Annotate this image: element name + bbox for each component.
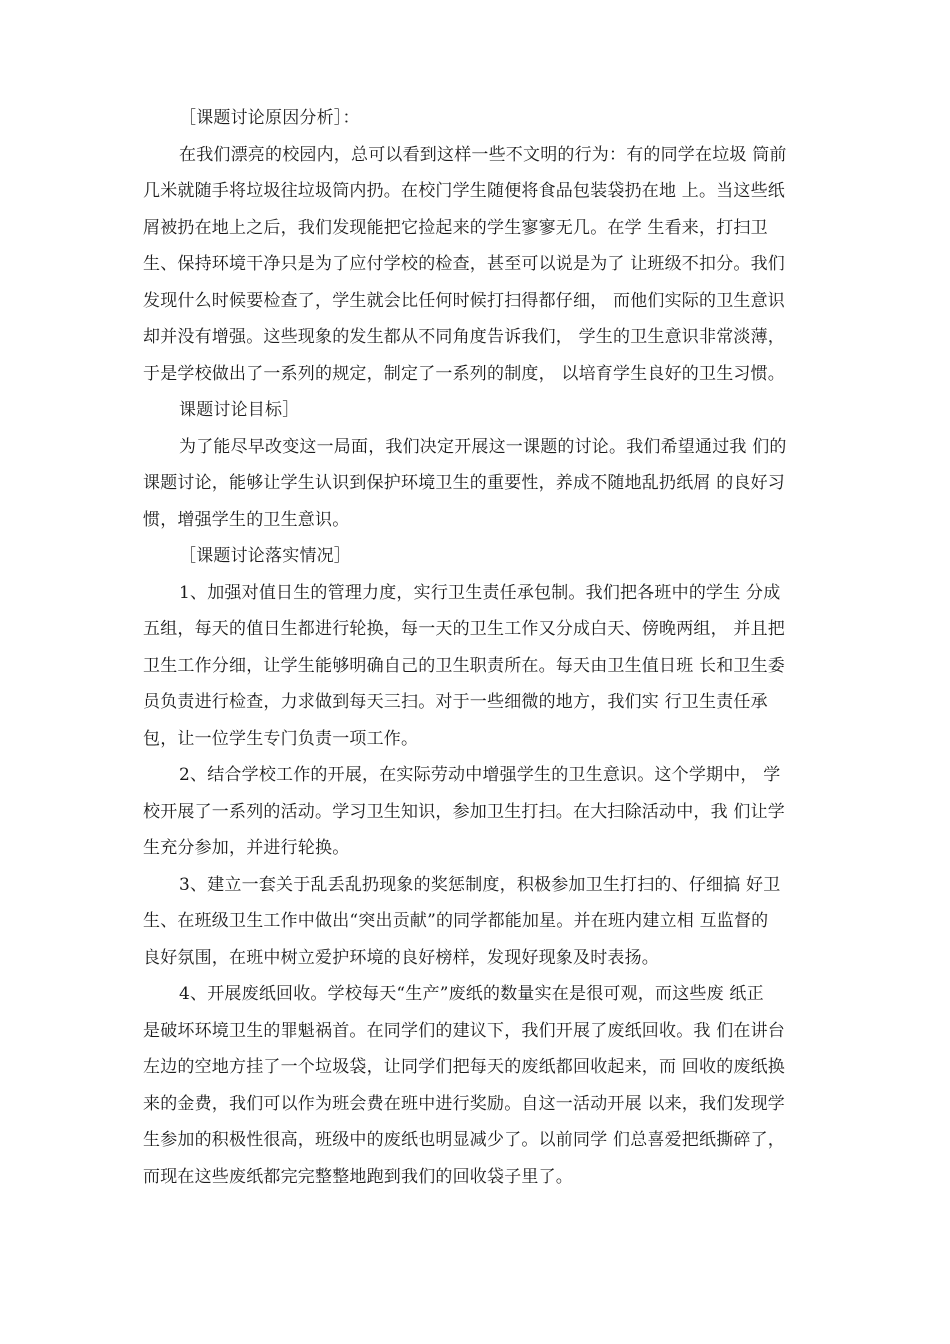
list-item-1-line: 员负责进行检查，力求做到每天三扫。对于一些细微的地方，我们实 行卫生责任承 (143, 692, 768, 712)
list-item-1-line: 包，让一位学生专门负责一项工作。 (143, 728, 419, 749)
section-heading-cause: ［课题讨论原因分析］： (179, 108, 360, 128)
document-body (143, 100, 825, 1195)
paragraph-line: 屑被扔在地上之后，我们发现能把它捡起来的学生寥寥无几。在学 生看来，打扫卫 (143, 217, 768, 238)
list-item-4-line: 来的金费，我们可以作为班会费在班中进行奖励。自这一活动开展 以来，我们发现学 (143, 1093, 786, 1114)
paragraph-line: 发现什么时候要检查了，学生就会比任何时候打扫得都仔细， 而他们实际的卫生意识 (143, 290, 786, 311)
paragraph-line: 在我们漂亮的校园内，总可以看到这样一些不文明的行为：有的同学在垃圾 筒前 (179, 144, 787, 165)
list-item-2-line: 2、结合学校工作的开展，在实际劳动中增强学生的卫生意识。这个学期中， 学 (179, 765, 781, 785)
list-item-4-line: 左边的空地方挂了一个垃圾袋，让同学们把每天的废纸都回收起来，而 回收的废纸换 (143, 1057, 786, 1077)
list-item-1-line: 卫生工作分细，让学生能够明确自己的卫生职责所在。每天由卫生值日班 长和卫生委 (143, 655, 786, 676)
paragraph-line: 课题讨论，能够让学生认识到保护环境卫生的重要性，养成不随地乱扔纸屑 的良好习 (143, 473, 786, 493)
paragraph-line: 于是学校做出了一系列的规定，制定了一系列的制度， 以培育学生良好的卫生习惯。 (143, 363, 786, 384)
list-item-4-line: 而现在这些废纸都完完整整地跑到我们的回收袋子里了。 (143, 1166, 573, 1187)
paragraph-line: 却并没有增强。这些现象的发生都从不同角度告诉我们， 学生的卫生意识非常淡薄， (143, 327, 786, 347)
list-item-4-line: 是破坏环境卫生的罪魁祸首。在同学们的建议下，我们开展了废纸回收。我 们在讲台 (143, 1020, 786, 1041)
paragraph-line: 惯，增强学生的卫生意识。 (143, 509, 350, 530)
list-item-1-line: 五组，每天的值日生都进行轮换，每一天的卫生工作又分成白天、傍晚两组， 并且把 (143, 619, 786, 639)
paragraph-line: 为了能尽早改变这一局面，我们决定开展这一课题的讨论。我们希望通过我 们的 (179, 436, 787, 457)
list-item-2-line: 校开展了一系列的活动。学习卫生知识，参加卫生打扫。在大扫除活动中，我 们让学 (143, 801, 786, 822)
list-item-3-line: 良好氛围，在班中树立爱护环境的良好榜样，发现好现象及时表扬。 (143, 947, 659, 968)
list-item-3-line: 生、在班级卫生工作中做出“突出贡献”的同学都能加星。并在班内建立相 互监督的 (143, 911, 769, 931)
paragraph-line: 几米就随手将垃圾往垃圾筒内扔。在校门学生随便将食品包装袋扔在地 上。当这些纸 (143, 181, 786, 201)
list-item-2-line: 生充分参加，并进行轮换。 (143, 838, 350, 858)
paragraph-line: 生、保持环境干净只是为了应付学校的检查，甚至可以说是为了 让班级不扣分。我们 (143, 254, 786, 274)
list-item-4-line: 4、开展废纸回收。学校每天“生产”废纸的数量实在是很可观，而这些废 纸正 (179, 984, 764, 1004)
section-heading-implementation: ［课题讨论落实情况］ (179, 546, 351, 566)
list-item-4-line: 生参加的积极性很高，班级中的废纸也明显减少了。以前同学 们总喜爱把纸撕碎了， (143, 1130, 786, 1150)
list-item-3-line: 3、建立一套关于乱丢乱扔现象的奖惩制度，积极参加卫生打扫的、仔细搞 好卫 (179, 874, 781, 895)
list-item-1-line: 1、加强对值日生的管理力度，实行卫生责任承包制。我们把各班中的学生 分成 (179, 582, 781, 603)
section-heading-goal: 课题讨论目标］ (179, 400, 300, 420)
